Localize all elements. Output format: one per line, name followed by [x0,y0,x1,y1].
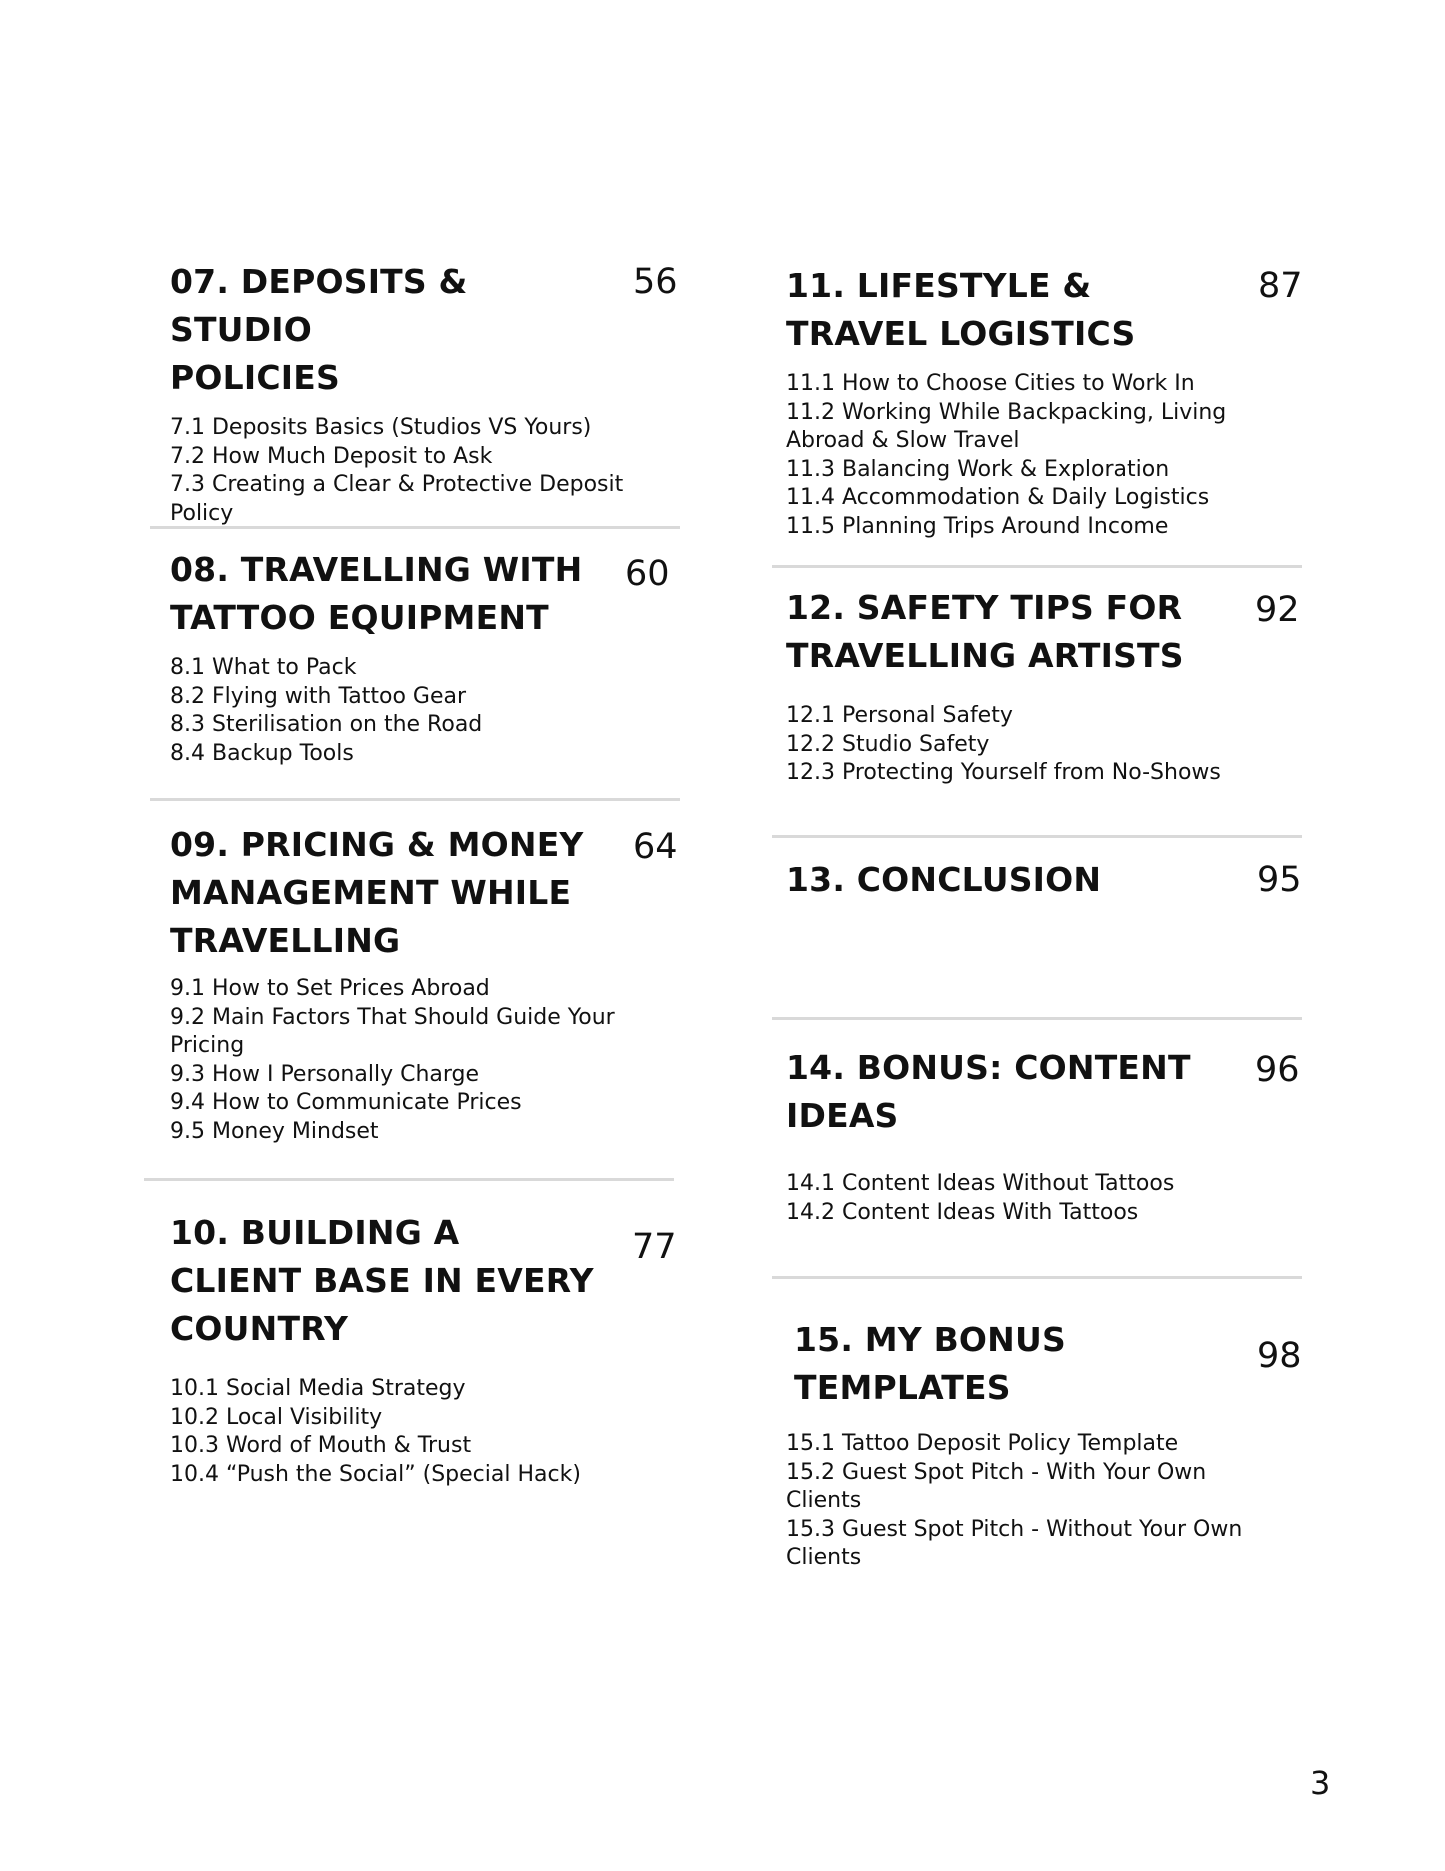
chapter-title: 09. PRICING & MONEY MANAGEMENT WHILE TRAVELLING [170,825,584,960]
subsection-item: 12.2 Studio Safety [786,731,990,757]
subsection-item: 11.1 How to Choose Cities to Work In [786,371,1195,396]
chapter-page-number: 96 [1255,1050,1300,1090]
subsection-item: 9.3 How I Personally Charge [170,1061,480,1087]
chapter-page-number: 64 [633,827,678,867]
subsection-list [786,1170,1256,1227]
chapter-title: 10. BUILDING A CLIENT BASE IN EVERY COUNTRY [170,1213,594,1348]
subsection-item: 14.2 Content Ideas With Tattoos [786,1199,1139,1225]
subsection-item: 9.1 How to Set Prices Abroad [170,976,490,1001]
subsection-list [170,654,640,768]
section-divider [772,1017,1302,1020]
chapter-title: 14. BONUS: CONTENT IDEAS [786,1048,1191,1135]
section-divider [772,1276,1302,1279]
subsection-item: 11.3 Balancing Work & Exploration [786,456,1170,482]
chapter-title: 13. CONCLUSION [786,860,1102,899]
subsection-item: 11.5 Planning Trips Around Income [786,513,1169,539]
chapter-title: 07. DEPOSITS & STUDIO POLICIES [170,262,468,397]
chapter-page-number: 87 [1258,266,1303,306]
section-divider [772,835,1302,838]
subsection-item: 15.1 Tattoo Deposit Policy Template [786,1431,1179,1456]
toc-entry-10[interactable] [170,1209,690,1489]
subsection-item: 15.2 Guest Spot Pitch - With Your Own Clients [786,1459,1207,1513]
subsection-item: 12.1 Personal Safety [786,703,1013,728]
chapter-title: 15. MY BONUS TEMPLATES [794,1320,1066,1407]
subsection-item: 12.3 Protecting Yourself from No-Shows [786,760,1221,785]
subsection-item: 8.1 What to Pack [170,655,357,680]
subsection-list [170,1375,640,1489]
subsection-list [170,414,640,528]
chapter-page-number: 77 [632,1227,677,1267]
toc-entry-08[interactable] [170,546,690,768]
chapter-page-number: 92 [1255,590,1300,630]
subsection-item: 11.2 Working While Backpacking, Living Abroad & Slow Travel [786,399,1227,453]
subsection-item: 7.1 Deposits Basics (Studios VS Yours) [170,415,592,440]
toc-entry-15[interactable] [786,1316,1306,1573]
chapter-title: 11. LIFESTYLE & TRAVEL LOGISTICS [786,266,1136,353]
subsection-list [786,1430,1266,1573]
chapter-page-number: 95 [1257,860,1302,900]
subsection-item: 9.2 Main Factors That Should Guide Your Pricing [170,1004,615,1058]
subsection-item: 8.3 Sterilisation on the Road [170,712,483,737]
subsection-item: 9.4 How to Communicate Prices [170,1090,522,1115]
subsection-list [786,702,1256,788]
subsection-item: 10.1 Social Media Strategy [170,1376,466,1401]
subsection-item: 10.3 Word of Mouth & Trust [170,1433,472,1458]
chapter-page-number: 98 [1257,1336,1302,1376]
subsection-item: 15.3 Guest Spot Pitch - Without Your Own Clients [786,1516,1243,1570]
section-divider [150,526,680,529]
page-number: 3 [1310,1764,1331,1802]
toc-entry-09[interactable] [170,821,690,1146]
subsection-item: 7.3 Creating a Clear & Protective Deposit Policy [170,472,624,526]
subsection-item: 10.2 Local Visibility [170,1404,383,1430]
subsection-item: 10.4 “Push the Social” (Special Hack) [170,1461,581,1487]
section-divider [150,798,680,801]
subsection-item: 14.1 Content Ideas Without Tattoos [786,1171,1175,1196]
toc-entry-14[interactable] [786,1044,1306,1227]
subsection-item: 8.4 Backup Tools [170,740,354,766]
subsection-list [786,370,1246,541]
subsection-item: 11.4 Accommodation & Daily Logistics [786,485,1210,510]
subsection-item: 8.2 Flying with Tattoo Gear [170,683,467,709]
chapter-page-number: 56 [633,262,678,302]
toc-entry-13[interactable] [786,856,1306,904]
toc-entry-12[interactable] [786,584,1306,788]
section-divider [772,565,1302,568]
subsection-item: 7.2 How Much Deposit to Ask [170,443,493,469]
chapter-title: 12. SAFETY TIPS FOR TRAVELLING ARTISTS [786,588,1184,675]
subsection-item: 9.5 Money Mindset [170,1118,379,1144]
subsection-list [170,975,640,1146]
chapter-title: 08. TRAVELLING WITH TATTOO EQUIPMENT [170,550,583,637]
section-divider [144,1178,674,1181]
chapter-page-number: 60 [625,554,670,594]
toc-entry-07[interactable] [170,258,690,528]
toc-entry-11[interactable] [786,262,1306,541]
